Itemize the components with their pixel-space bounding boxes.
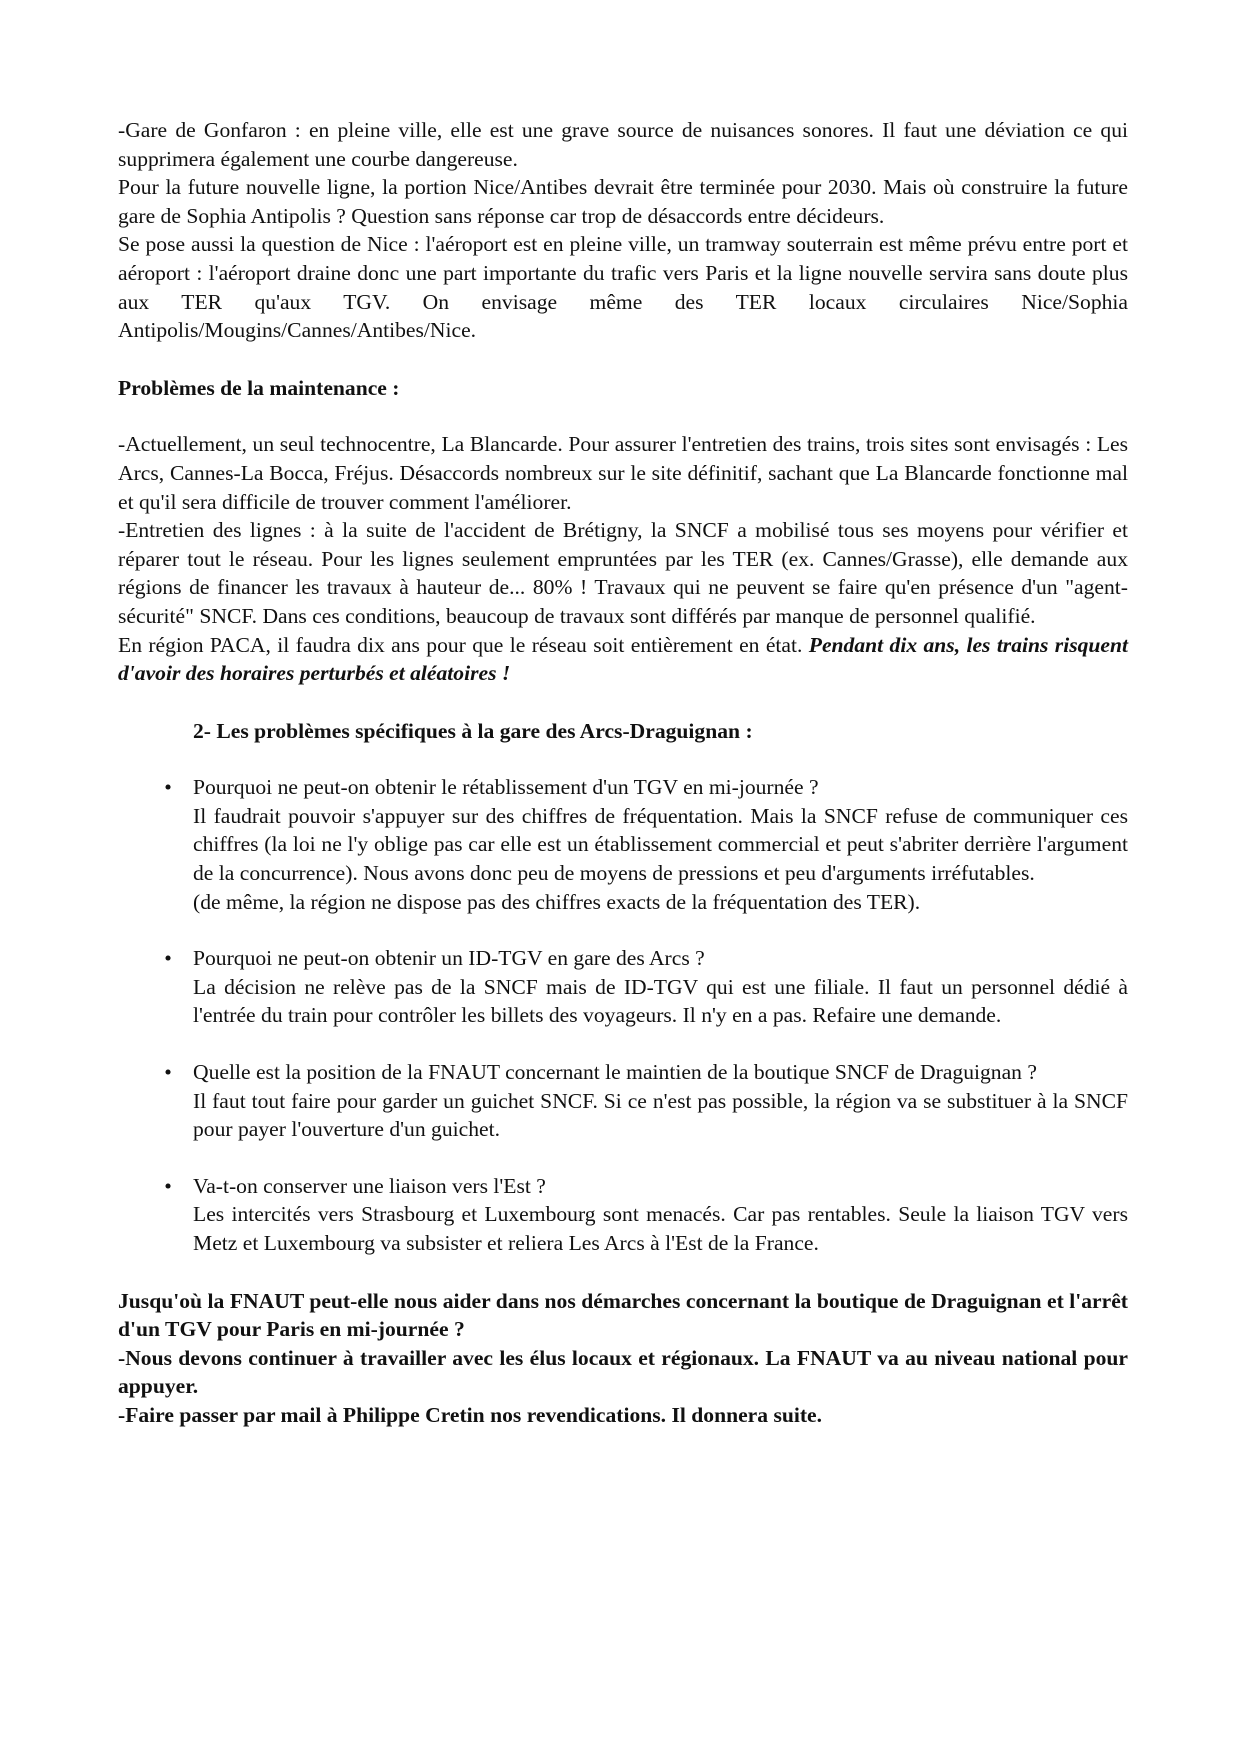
list-item — [118, 1058, 1128, 1144]
bullet-icon: • — [164, 775, 172, 800]
paragraph-technocentre: -Actuellement, un seul technocentre, La Blancarde. Pour assurer l'entretien des trains, trois sites sont envisagés : Les Arcs, Cannes-La Bocca, Fréjus. Désaccords nombreux sur le site définitif, sachant que La Blancarde fonctionne mal et qu'il sera difficile de trouver comment l'améliorer. — [118, 432, 1128, 514]
question-text: Va-t-on conserver une liaison vers l'Est ? — [193, 1173, 546, 1198]
final-answer-mail: -Faire passer par mail à Philippe Cretin nos revendications. Il donnera suite. — [118, 1402, 823, 1427]
paragraph-nice: Se pose aussi la question de Nice : l'aéroport est en pleine ville, un tramway souterrain est même prévu entre port et aéroport : l'aéroport draine donc une part importante du trafic vers Paris et la ligne nouvelle servira sans doute plus aux TER qu'aux TGV. On envisage même des TER locaux circulaires Nice/Sophia Antipolis/Mougins/Cannes/Antibes/Nice. — [118, 232, 1128, 343]
bullet-icon: • — [164, 1173, 172, 1198]
paca-text: En région PACA, il faudra dix ans pour que le réseau soit entièrement en état. — [118, 632, 809, 657]
bullet-icon: • — [164, 1060, 172, 1085]
section-2-heading: 2- Les problèmes spécifiques à la gare des Arcs-Draguignan : — [193, 718, 753, 743]
intro-section — [118, 116, 1128, 345]
question-text: Pourquoi ne peut-on obtenir un ID-TGV en gare des Arcs ? — [193, 946, 705, 971]
paca-emphasis: Pendant dix ans, les trains risquent d'avoir des horaires perturbés et aléatoires ! — [118, 632, 1128, 686]
answer-text: Il faut tout faire pour garder un guichet SNCF. Si ce n'est pas possible, la région va se substituer à la SNCF pour payer l'ouverture d'un guichet. — [193, 1088, 1128, 1142]
answer-text: La décision ne relève pas de la SNCF mais de ID-TGV qui est une filiale. Il faut un personnel dédié à l'entrée du train pour contrôler les billets des voyageurs. Il n'y en a pas. Refaire une demande. — [193, 974, 1128, 1028]
note-text: (de même, la région ne dispose pas des chiffres exacts de la fréquentation des TER). — [193, 889, 921, 914]
answer-text: Il faudrait pouvoir s'appuyer sur des chiffres de fréquentation. Mais la SNCF refuse de communiquer ces chiffres (la loi ne l'y oblige pas car elle est un établissement commercial et peut s'abriter derrière l'argument de la concurrence). Nous avons donc peu de moyens de pressions et peu d'arguments irréfutables. — [193, 803, 1128, 886]
list-item — [118, 1172, 1128, 1258]
question-list — [118, 773, 1128, 1257]
section-2 — [118, 717, 1128, 1258]
paragraph-entretien-lignes: -Entretien des lignes : à la suite de l'accident de Brétigny, la SNCF a mobilisé tous ses moyens pour vérifier et réparer tout le réseau. Pour les lignes seulement empruntées par les TER (ex. Cannes/Grasse), elle demande aux régions de financer les travaux à hauteur de... 80% ! Travaux qui ne peuvent se faire qu'en présence d'un "agent-sécurité" SNCF. Dans ces conditions, beaucoup de travaux sont différés par manque de personnel qualifié. — [118, 518, 1128, 628]
list-item — [118, 773, 1128, 916]
question-text: Pourquoi ne peut-on obtenir le rétablissement d'un TGV en mi-journée ? — [193, 775, 819, 800]
maintenance-section — [118, 374, 1128, 688]
answer-text: Les intercités vers Strasbourg et Luxembourg sont menacés. Car pas rentables. Seule la liaison TGV vers Metz et Luxembourg va subsister et reliera Les Arcs à l'Est de la France. — [193, 1202, 1128, 1255]
list-item — [118, 944, 1128, 1030]
final-question: Jusqu'où la FNAUT peut-elle nous aider dans nos démarches concernant la boutique de Draguignan et l'arrêt d'un TGV pour Paris en mi-journée ? — [118, 1288, 1128, 1342]
final-answer-elus: -Nous devons continuer à travailler avec les élus locaux et régionaux. La FNAUT va au niveau national pour appuyer. — [118, 1345, 1128, 1399]
question-text: Quelle est la position de la FNAUT concernant le maintien de la boutique SNCF de Draguignan ? — [193, 1060, 1037, 1085]
maintenance-heading: Problèmes de la maintenance : — [118, 375, 400, 400]
bullet-icon: • — [164, 946, 172, 971]
final-section — [118, 1287, 1128, 1430]
paragraph-nouvelle-ligne: Pour la future nouvelle ligne, la portion Nice/Antibes devrait être terminée pour 2030. Mais où construire la future gare de Sophia Antipolis ? Question sans réponse car trop de désaccords entre décideurs. — [118, 175, 1128, 228]
paragraph-region-paca — [118, 631, 1128, 688]
paragraph-gonfaron: -Gare de Gonfaron : en pleine ville, elle est une grave source de nuisances sonores. Il faut une déviation ce qui supprimera également une courbe dangereuse. — [118, 118, 1128, 171]
